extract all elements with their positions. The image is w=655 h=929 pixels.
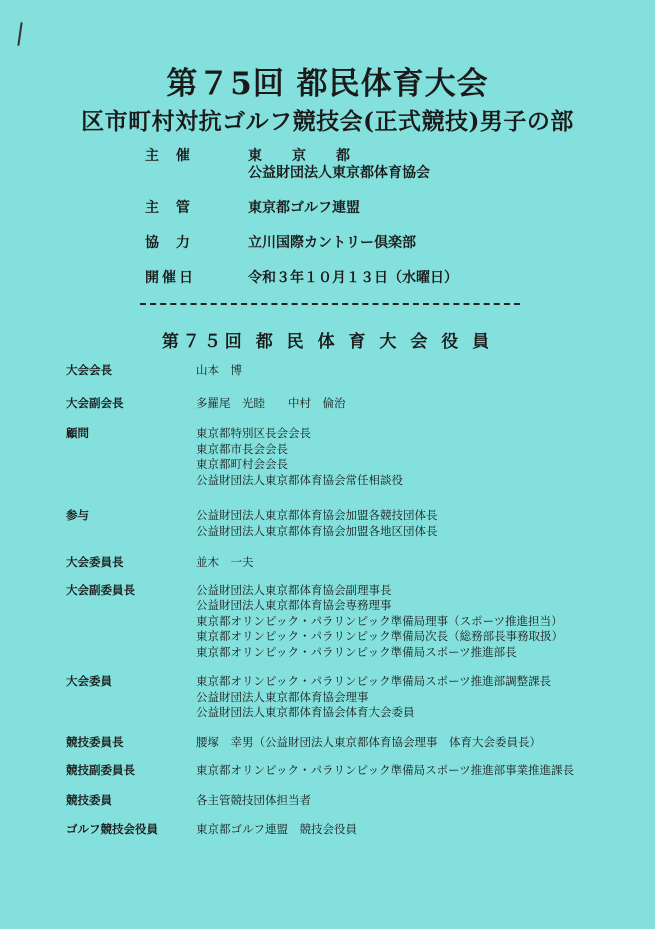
officer-member: 公益財団法人東京都体育協会加盟各地区団体長 <box>196 523 438 538</box>
info-row-organizer <box>145 148 565 182</box>
officer-members <box>196 793 626 809</box>
officer-members <box>196 508 626 539</box>
officer-role: 競技副委員長 <box>66 763 135 777</box>
event-info <box>145 148 565 300</box>
officer-row <box>66 793 626 809</box>
info-value-line: 公益財団法人東京都体育協会 <box>248 165 430 181</box>
info-value <box>248 200 565 217</box>
officer-member: 山本 博 <box>196 363 242 377</box>
officer-role: 大会委員 <box>66 674 112 688</box>
officer-role: 大会委員長 <box>66 555 124 569</box>
officer-members <box>196 822 626 838</box>
officer-row <box>66 763 626 779</box>
info-value <box>248 270 565 287</box>
officer-row <box>66 583 626 661</box>
officer-member: 公益財団法人東京都体育協会副理事長 <box>196 582 392 597</box>
officer-role: 競技委員長 <box>66 734 124 749</box>
officer-members <box>196 674 626 721</box>
section-divider <box>140 303 520 305</box>
officer-role: ゴルフ競技会役員 <box>66 822 158 836</box>
officer-members <box>196 763 626 779</box>
officer-member: 公益財団法人東京都体育協会体育大会委員 <box>196 705 415 719</box>
info-label: 開催日 <box>145 270 196 286</box>
officer-role: 競技委員 <box>66 792 112 807</box>
info-label: 主 管 <box>145 200 196 216</box>
officer-member: 腰塚 幸男（公益財団法人東京都体育協会理事 体育大会委員長） <box>196 734 541 749</box>
officer-member: 東京都オリンピック・パラリンピック準備局スポーツ推進部調整課長 <box>196 674 552 688</box>
officer-member: 並木 一夫 <box>196 555 254 569</box>
officer-member: 東京都町村会会長 <box>196 457 288 471</box>
officer-row <box>66 508 626 539</box>
info-value-line: 東 京 都 <box>248 148 358 164</box>
officer-members <box>196 396 626 412</box>
document-title: 第７5回 都民体育大会 <box>166 66 489 102</box>
info-value-line: 立川国際カントリー倶楽部 <box>248 235 416 251</box>
officer-members <box>196 363 626 379</box>
officer-member: 東京都ゴルフ連盟 競技会役員 <box>196 822 357 836</box>
info-row-date <box>145 270 565 287</box>
officers-list <box>66 363 626 838</box>
officer-row <box>66 674 626 721</box>
document-subtitle: 区市町村対抗ゴルフ競技会(正式競技)男子の部 <box>81 108 574 135</box>
officer-member: 公益財団法人東京都体育協会加盟各競技団体長 <box>196 508 438 522</box>
officer-row <box>66 735 626 751</box>
officer-member: 公益財団法人東京都体育協会理事 <box>196 689 369 704</box>
officer-members <box>196 583 626 661</box>
officer-member: 公益財団法人東京都体育協会常任相談役 <box>196 472 403 487</box>
officer-row <box>66 396 626 412</box>
info-value <box>248 235 565 252</box>
info-row-management <box>145 200 565 217</box>
officer-row <box>66 426 626 488</box>
officer-members <box>196 555 626 571</box>
officer-member: 東京都オリンピック・パラリンピック準備局スポーツ推進部事業推進課長 <box>196 763 575 777</box>
officer-member: 各主管競技団体担当者 <box>196 792 311 807</box>
officer-member: 東京都オリンピック・パラリンピック準備局次長（総務部長事務取扱） <box>196 629 564 643</box>
info-value-line: 令和３年１０月１３日（水曜日） <box>248 270 458 286</box>
info-value <box>248 148 565 182</box>
info-value-line: 東京都ゴルフ連盟 <box>248 200 360 216</box>
officer-role: 大会副委員長 <box>66 582 135 597</box>
officer-member: 公益財団法人東京都体育協会専務理事 <box>196 598 392 612</box>
officer-role: 大会会長 <box>66 363 112 377</box>
info-label: 協 力 <box>145 235 196 251</box>
officer-row <box>66 555 626 571</box>
officer-members <box>196 426 626 488</box>
officer-role: 顧問 <box>66 426 89 440</box>
officer-member: 東京都オリンピック・パラリンピック準備局スポーツ推進部長 <box>196 644 517 659</box>
pen-mark <box>17 22 22 46</box>
officer-role: 参与 <box>66 508 89 522</box>
officer-role: 大会副会長 <box>66 395 124 410</box>
officer-member: 東京都市長会会長 <box>196 441 288 456</box>
officer-member: 東京都特別区長会会長 <box>196 426 311 440</box>
officer-members <box>196 735 626 751</box>
officers-title: 第７５回 都 民 体 育 大 会 役 員 <box>161 332 494 352</box>
officer-row <box>66 822 626 838</box>
info-label: 主 催 <box>145 148 196 164</box>
info-row-cooperation <box>145 235 565 252</box>
officer-row <box>66 363 626 379</box>
officer-member: 多羅尾 光睦 中村 倫治 <box>196 395 346 410</box>
officer-member: 東京都オリンピック・パラリンピック準備局理事（スポーツ推進担当） <box>196 613 563 628</box>
